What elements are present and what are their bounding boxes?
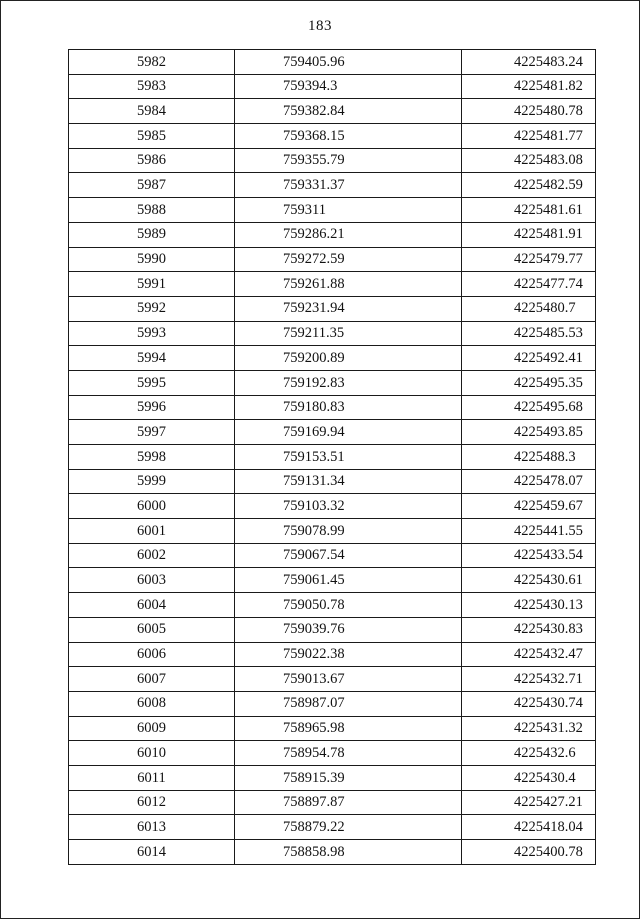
x-coordinate-cell: 759200.89 bbox=[235, 346, 462, 371]
point-id-cell: 5995 bbox=[69, 370, 235, 395]
x-coordinate-cell: 759153.51 bbox=[235, 445, 462, 470]
table-row bbox=[69, 148, 596, 173]
x-coordinate-cell: 759394.3 bbox=[235, 74, 462, 99]
point-id-cell: 6008 bbox=[69, 691, 235, 716]
y-coordinate-cell: 4225480.7 bbox=[462, 296, 596, 321]
y-coordinate-cell: 4225430.4 bbox=[462, 765, 596, 790]
x-coordinate-cell: 759331.37 bbox=[235, 173, 462, 198]
table-row bbox=[69, 50, 596, 75]
coordinate-table bbox=[68, 49, 596, 865]
table-row bbox=[69, 543, 596, 568]
y-coordinate-cell: 4225432.71 bbox=[462, 667, 596, 692]
x-coordinate-cell: 759039.76 bbox=[235, 617, 462, 642]
point-id-cell: 6005 bbox=[69, 617, 235, 642]
table-row bbox=[69, 593, 596, 618]
y-coordinate-cell: 4225427.21 bbox=[462, 790, 596, 815]
y-coordinate-cell: 4225430.74 bbox=[462, 691, 596, 716]
point-id-cell: 5989 bbox=[69, 222, 235, 247]
y-coordinate-cell: 4225480.78 bbox=[462, 99, 596, 124]
table-row bbox=[69, 494, 596, 519]
x-coordinate-cell: 759231.94 bbox=[235, 296, 462, 321]
table-row bbox=[69, 395, 596, 420]
table-row bbox=[69, 173, 596, 198]
point-id-cell: 6012 bbox=[69, 790, 235, 815]
x-coordinate-cell: 759050.78 bbox=[235, 593, 462, 618]
y-coordinate-cell: 4225482.59 bbox=[462, 173, 596, 198]
x-coordinate-cell: 759311 bbox=[235, 198, 462, 223]
x-coordinate-cell: 758954.78 bbox=[235, 741, 462, 766]
x-coordinate-cell: 759078.99 bbox=[235, 519, 462, 544]
x-coordinate-cell: 759382.84 bbox=[235, 99, 462, 124]
y-coordinate-cell: 4225441.55 bbox=[462, 519, 596, 544]
point-id-cell: 5982 bbox=[69, 50, 235, 75]
point-id-cell: 5986 bbox=[69, 148, 235, 173]
y-coordinate-cell: 4225481.82 bbox=[462, 74, 596, 99]
point-id-cell: 6011 bbox=[69, 765, 235, 790]
y-coordinate-cell: 4225481.61 bbox=[462, 198, 596, 223]
table-row bbox=[69, 716, 596, 741]
y-coordinate-cell: 4225478.07 bbox=[462, 469, 596, 494]
y-coordinate-cell: 4225430.13 bbox=[462, 593, 596, 618]
table-row bbox=[69, 741, 596, 766]
table-row bbox=[69, 99, 596, 124]
x-coordinate-cell: 759022.38 bbox=[235, 642, 462, 667]
point-id-cell: 6000 bbox=[69, 494, 235, 519]
y-coordinate-cell: 4225495.68 bbox=[462, 395, 596, 420]
y-coordinate-cell: 4225495.35 bbox=[462, 370, 596, 395]
point-id-cell: 6001 bbox=[69, 519, 235, 544]
point-id-cell: 6014 bbox=[69, 840, 235, 865]
x-coordinate-cell: 759286.21 bbox=[235, 222, 462, 247]
table-row bbox=[69, 222, 596, 247]
y-coordinate-cell: 4225418.04 bbox=[462, 815, 596, 840]
y-coordinate-cell: 4225431.32 bbox=[462, 716, 596, 741]
table-row bbox=[69, 247, 596, 272]
x-coordinate-cell: 758897.87 bbox=[235, 790, 462, 815]
y-coordinate-cell: 4225488.3 bbox=[462, 445, 596, 470]
table-row bbox=[69, 321, 596, 346]
table-row bbox=[69, 691, 596, 716]
x-coordinate-cell: 759261.88 bbox=[235, 272, 462, 297]
table-row bbox=[69, 519, 596, 544]
point-id-cell: 5992 bbox=[69, 296, 235, 321]
x-coordinate-cell: 759013.67 bbox=[235, 667, 462, 692]
table-row bbox=[69, 568, 596, 593]
point-id-cell: 5987 bbox=[69, 173, 235, 198]
y-coordinate-cell: 4225477.74 bbox=[462, 272, 596, 297]
point-id-cell: 6006 bbox=[69, 642, 235, 667]
point-id-cell: 5994 bbox=[69, 346, 235, 371]
y-coordinate-cell: 4225481.91 bbox=[462, 222, 596, 247]
x-coordinate-cell: 758965.98 bbox=[235, 716, 462, 741]
y-coordinate-cell: 4225430.83 bbox=[462, 617, 596, 642]
y-coordinate-cell: 4225485.53 bbox=[462, 321, 596, 346]
point-id-cell: 5990 bbox=[69, 247, 235, 272]
y-coordinate-cell: 4225432.6 bbox=[462, 741, 596, 766]
x-coordinate-cell: 759405.96 bbox=[235, 50, 462, 75]
table-row bbox=[69, 198, 596, 223]
point-id-cell: 6007 bbox=[69, 667, 235, 692]
point-id-cell: 5984 bbox=[69, 99, 235, 124]
point-id-cell: 6004 bbox=[69, 593, 235, 618]
y-coordinate-cell: 4225430.61 bbox=[462, 568, 596, 593]
y-coordinate-cell: 4225432.47 bbox=[462, 642, 596, 667]
table-row bbox=[69, 420, 596, 445]
table-row bbox=[69, 790, 596, 815]
x-coordinate-cell: 758915.39 bbox=[235, 765, 462, 790]
table-row bbox=[69, 815, 596, 840]
x-coordinate-cell: 759103.32 bbox=[235, 494, 462, 519]
point-id-cell: 5993 bbox=[69, 321, 235, 346]
point-id-cell: 5991 bbox=[69, 272, 235, 297]
point-id-cell: 5999 bbox=[69, 469, 235, 494]
point-id-cell: 5985 bbox=[69, 124, 235, 149]
point-id-cell: 6009 bbox=[69, 716, 235, 741]
x-coordinate-cell: 759180.83 bbox=[235, 395, 462, 420]
table-row bbox=[69, 124, 596, 149]
y-coordinate-cell: 4225479.77 bbox=[462, 247, 596, 272]
x-coordinate-cell: 759067.54 bbox=[235, 543, 462, 568]
y-coordinate-cell: 4225459.67 bbox=[462, 494, 596, 519]
point-id-cell: 6002 bbox=[69, 543, 235, 568]
y-coordinate-cell: 4225493.85 bbox=[462, 420, 596, 445]
x-coordinate-cell: 758858.98 bbox=[235, 840, 462, 865]
y-coordinate-cell: 4225400.78 bbox=[462, 840, 596, 865]
table-row bbox=[69, 840, 596, 865]
x-coordinate-cell: 759131.34 bbox=[235, 469, 462, 494]
y-coordinate-cell: 4225483.24 bbox=[462, 50, 596, 75]
x-coordinate-cell: 759169.94 bbox=[235, 420, 462, 445]
point-id-cell: 5998 bbox=[69, 445, 235, 470]
point-id-cell: 6013 bbox=[69, 815, 235, 840]
point-id-cell: 6003 bbox=[69, 568, 235, 593]
table-row bbox=[69, 667, 596, 692]
y-coordinate-cell: 4225483.08 bbox=[462, 148, 596, 173]
table-row bbox=[69, 346, 596, 371]
table-row bbox=[69, 272, 596, 297]
coordinate-table-body bbox=[69, 50, 596, 865]
point-id-cell: 5983 bbox=[69, 74, 235, 99]
table-row bbox=[69, 74, 596, 99]
point-id-cell: 5988 bbox=[69, 198, 235, 223]
y-coordinate-cell: 4225481.77 bbox=[462, 124, 596, 149]
x-coordinate-cell: 759355.79 bbox=[235, 148, 462, 173]
x-coordinate-cell: 759061.45 bbox=[235, 568, 462, 593]
x-coordinate-cell: 758879.22 bbox=[235, 815, 462, 840]
x-coordinate-cell: 759192.83 bbox=[235, 370, 462, 395]
table-row bbox=[69, 445, 596, 470]
x-coordinate-cell: 759211.35 bbox=[235, 321, 462, 346]
table-row bbox=[69, 469, 596, 494]
x-coordinate-cell: 758987.07 bbox=[235, 691, 462, 716]
table-row bbox=[69, 370, 596, 395]
point-id-cell: 5996 bbox=[69, 395, 235, 420]
table-row bbox=[69, 617, 596, 642]
table-row bbox=[69, 642, 596, 667]
x-coordinate-cell: 759272.59 bbox=[235, 247, 462, 272]
x-coordinate-cell: 759368.15 bbox=[235, 124, 462, 149]
table-row bbox=[69, 765, 596, 790]
page-number: 183 bbox=[308, 18, 332, 34]
point-id-cell: 5997 bbox=[69, 420, 235, 445]
table-row bbox=[69, 296, 596, 321]
y-coordinate-cell: 4225492.41 bbox=[462, 346, 596, 371]
y-coordinate-cell: 4225433.54 bbox=[462, 543, 596, 568]
point-id-cell: 6010 bbox=[69, 741, 235, 766]
